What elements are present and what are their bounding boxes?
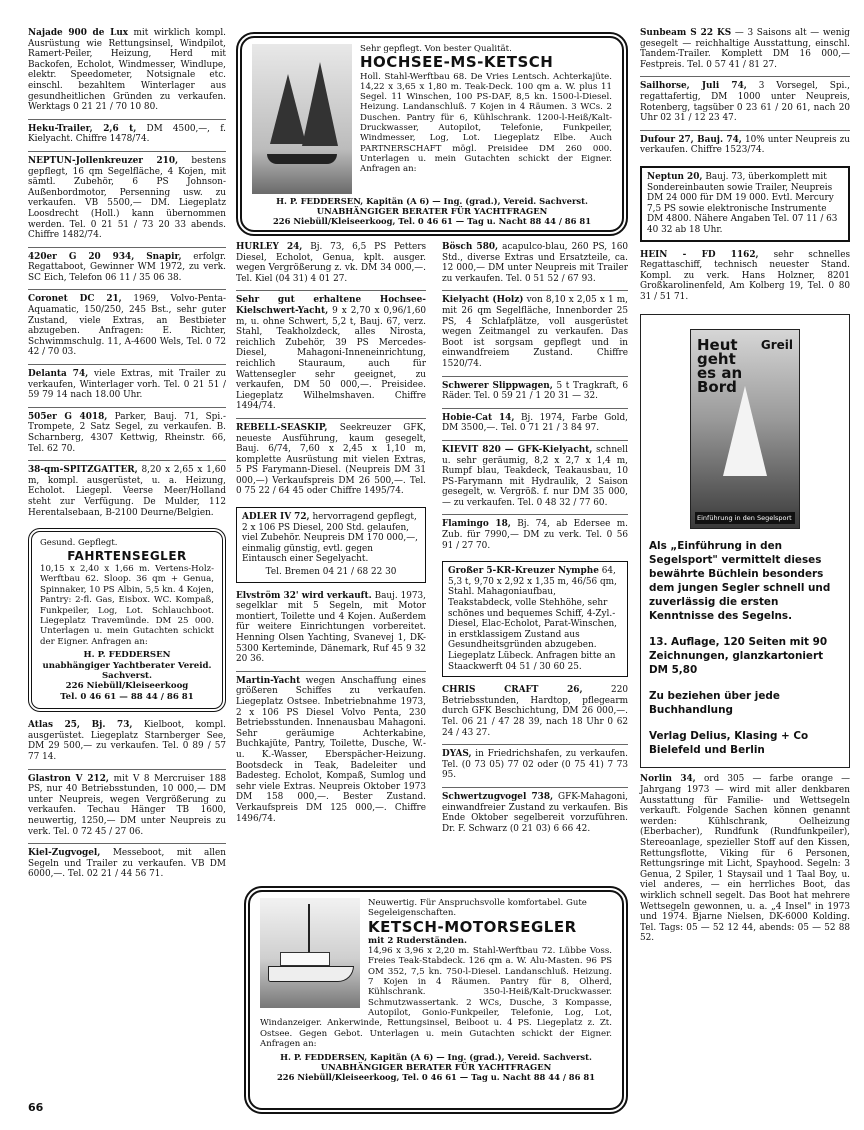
classified-ad: Schwertzugvogel 738, GFK-Mahagoni, einwandfreier Zustand zu verkaufen. Bis Ende Oktober segelbereit vorzuführen. Dr. F. Schwarz (0 21 03) 6 66 42. [442, 791, 628, 834]
classified-ad: Elvström 32' wird verkauft. Bauj. 1973, segelklar mit 5 Segeln, mit Motor montiert, Toilette und 4 Kojen. Außerdem für weitere Einrichtungen vorbereitet. Henning Olsen Yachting, Svanevej 1, DK-5300 Kerteminde, Dänemark, Ruf 45 9 32 20 36. [236, 591, 426, 672]
ad-intro: Gesund. Gepflegt. [40, 538, 118, 549]
classified-ad: Schwerer Slippwagen, 5 t Tragkraft, 6 Räder. Tel. 0 59 21 / 1 20 31 — 32. [442, 381, 628, 409]
column-middle-left [236, 242, 426, 834]
hochsee-ketsch-ad [236, 32, 628, 236]
classified-ad: Sehr gut erhaltene Hochsee-Kielschwert-Yacht, 9 x 2,70 x 0,96/1,60 m, u. ohne Schwert, 5,2 t, Bauj. 67, verz. Stahl, Teakholzdeck, alles Nirosta, reichlich Zubehör, 39 PS Mercedes-Diesel, Mahagoni-Inneneinrichtung, reichlich Stauraum, auch für Wattensegler sehr geeignet, zu verkaufen, DM 50 000,—. Preisidee. Liegeplatz Wilhelmshaven. Chiffre 1494/74. [236, 295, 426, 419]
classified-ad: CHRIS CRAFT 26, 220 Betriebsstunden, Hardtop, pflegearm durch GFK Beschichtung, DM 26 000,—. Tel. 06 21 / 47 28 39, nach 18 Uhr 0 62 24 / 43 27. [442, 685, 628, 745]
classified-ad: 505er G 4018, Parker, Bauj. 71, Spi.-Trompete, 2 Satz Segel, zu verkaufen. B. Scharnberg, 4307 Kettwig, Rheinstr. 66, Tel. 62 70. [28, 412, 226, 461]
ad-intro: Neuwertig. Für Anspruchsvolle komfortabel. Gute Segeleigenschaften. [368, 898, 587, 919]
classified-ad: Norlin 34, ord 305 — farbe orange — Jahrgang 1973 — wird mit aller denkbaren Ausstattung für Familie- und Wettsegeln verkauft. Folgende Sachen können genannt werden: Kühlschrank, Oelheizung (Eberbacher), Rundfunk (Rundfunkpeiler), Stereoanlage, spezieller Stoff auf den Kissen, Rettungsflotte, Viking für 6 Personen, Rettungsringe mit Licht, Spayhood. Segeln: 3 Genua, 2 Spiler, 1 Staysail und 1 Taal Boy, u. viel anderes, — ein herrliches Boot, das wirklich schnell segelt. Das Boot hat mehrere Wettsegeln gewonnen, u. a. „4 Insel" in 1973 und 1974. Bjarne Nielsen, DK-6000 Kolding. Tel. Tags: 05 — 52 12 44, abends: 05 — 52 88 52. [640, 774, 851, 944]
adler-ad: ADLER IV 72, hervorragend gepflegt, 2 x 106 PS Diesel, 200 Std. gelaufen, viel Zubehör. Neupreis DM 170 000,—, einmalig günstig, evtl. gegen Eintausch einer Segelyacht. Tel. Bremen 04 21 / 68 22 30 [236, 507, 426, 583]
column-middle [236, 28, 628, 1118]
classified-ad: 38-qm-SPITZGATTER, 8,20 x 2,65 x 1,60 m, kompl. ausgerüstet, u. a. Heizung, Echolot. Liegepl. Veerse Meer/Holland steht zur Verfügung. De Mulder, 112 Herentalsebaan, B-2100 Deurne/Belgien. [28, 465, 226, 518]
classified-ad: Glastron V 212, mit V 8 Mercruiser 188 PS, nur 40 Betriebsstunden, 10 000,— DM unter Neupreis, wegen Vergrößerung zu verkaufen. Techau Hänger TB 1600, neuwertig, 1250,— DM unter Neupreis zu verk. Tel. 0 72 45 / 27 06. [28, 774, 226, 845]
book-cover-brand: Greil [760, 338, 793, 353]
book-availability: Zu beziehen über jede Buchhandlung [649, 690, 780, 717]
advisor-phone: Tel. 0 46 61 — 88 44 / 86 81 [60, 691, 194, 702]
advisor-role: unabhängiger Yachtberater Vereid. Sachverst. [42, 660, 212, 682]
nymphe-ad: Großer 5-KR-Kreuzer Nymphe 64, 5,3 t, 9,70 x 2,92 x 1,35 m, 46/56 qm, Stahl. Mahagoniaufbau, Teakstabdeck, volle Stehhöhe, sehr schönes und bequemes Schiff, 4-Zyl.-Diesel, Elac-Echolot, Parat-Winschen, in erstklassigem Zustand aus Gesundheitsgründen abzugeben. Liegeplatz Lübeck. Anfragen bitte an Staackwerft 04 51 / 30 60 25. [442, 561, 628, 677]
advisor-name: H. P. FEDDERSEN, Kapitän (A 6) — Ing. (grad.), Vereid. Sachverst. [280, 1052, 592, 1063]
ketsch-photo [252, 44, 352, 194]
page-number: 66 [28, 1101, 44, 1114]
column-left [28, 28, 226, 890]
classified-ad: Kiel-Zugvogel, Messeboot, mit allen Segeln und Trailer zu verkaufen. VB DM 6000,—. Tel. 02 21 / 44 56 71. [28, 848, 226, 880]
classified-ad: Delanta 74, viele Extras, mit Trailer zu verkaufen, Winterlager vorh. Tel. 0 21 51 / 59 79 14 nach 18.00 Uhr. [28, 369, 226, 408]
ad-body: 10,15 x 2,40 x 1,66 m. Vertens-Holz-Werftbau 62. Sloop. 36 qm + Genua, Spinnaker, 10 PS Albin, 5,5 kn. 4 Kojen, Pantry: 2-fl. Gas, Eisbox. WC. Kompaß, Funkpeiler, Log, Lot. Schlauchboot. Liegeplatz Travemünde. DM 25 000. Unterlagen u. mein Gutachten schickt der Eigner. Anfragen an: [40, 563, 214, 647]
book-cover-title: Heut geht es an Bord [697, 336, 743, 397]
ad-body: Holl. Stahl-Werftbau 68. De Vries Lentsch. Achterkajüte. 14,22 x 3,65 x 1,80 m. Teak-Deck. 100 qm a. W. plus 11 Segel. 11 Winschen, 100 PS-DAF, 8,5 kn. 1500-l-Diesel. Heizung. Landanschluß. 7 Kojen in 4 Räumen. 3 WCs. 2 Duschen. Pantry für 6, Kühlschrank. 1200-l-Heiß/Kalt-Druckwasser, Autopilot, Telefonie, Funkpeiler, Windmesser, Log, Lot. Liegeplatz Elbe. Auch PARTNERSCHAFT mögl. Preisidee DM 260 000. Unterlagen u. mein Gutachten schickt der Eigner. Anfragen an: [360, 71, 612, 175]
book-description: Als „Einführung in den Segelsport" vermittelt dieses bewährte Büchlein besonders dem jungen Segler schnell und zuverlässig die ersten Kenntnisse des Segelns. [649, 540, 831, 623]
classified-ad: Hobie-Cat 14, Bj. 1974, Farbe Gold, DM 3500,—. Tel. 0 71 21 / 3 84 97. [442, 413, 628, 441]
classified-ad: 420er G 20 934, Snapir, erfolgr. Regattaboot, Gewinner WM 1972, zu verk. SC Eich, Telefon 06 11 / 35 06 38. [28, 252, 226, 291]
fahrtensegler-ad [28, 528, 226, 712]
classified-ad: HURLEY 24, Bj. 73, 6,5 PS Petters Diesel, Echolot, Genua, kplt. ausger. wegen Vergrößerung z. vk. DM 34 000,—. Tel. Kiel (04 31) 4 01 27. [236, 242, 426, 291]
classified-ad: Coronet DC 21, 1969, Volvo-Penta-Aquamatic, 150/250, 245 Bst., sehr guter Zustand, viele Extras, an Bestbieter abzugeben. Anfragen: E. Richter, Schwimmschulg. 11, A-4600 Wels, Tel. 0 72 42 / 70 03. [28, 294, 226, 365]
motorsegler-photo [260, 898, 360, 1008]
classified-ad: Martin-Yacht wegen Anschaffung eines größeren Schiffes zu verkaufen. Liegeplatz Ostsee. Inbetriebnahme 1973, 2 x 106 PS Diesel Volvo Penta, 230 Betriebsstunden. Innenausbau Mahagoni. Sehr geräumige Achterkabine, Buchkajüte, Pantry, Toilette, Dusche, W.- u. K.-Wasser, Eberspächer-Heizung. Bootsdeck in Teak, Badeleiter und Badesteg. Echolot, Kompaß, Sumlog und sehr viele Extras. Neupreis Oktober 1973 DM 158 000,—. Bester Zustand. Verkaufspreis DM 125 000,—. Chiffre 1496/74. [236, 675, 426, 824]
classified-ad: Dufour 27, Bauj. 74, 10% unter Neupreis zu verkaufen. Chiffre 1523/74. [640, 134, 851, 156]
classified-ad: Heku-Trailer, 2,6 t, DM 4500,—, f. Kielyacht. Chiffre 1478/74. [28, 124, 226, 152]
advisor-address: 226 Niebüll/Kleiseerkoog, Tel. 0 46 61 — Tag u. Nacht 88 44 / 86 81 [276, 1072, 596, 1083]
advisor-name: H. P. FEDDERSEN, Kapitän (A 6) — Ing. (grad.), Vereid. Sachverst. [276, 196, 588, 206]
classified-ad: Flamingo 18, Bj. 74, ab Edersee m. Zub. für 7990,— DM zu verk. Tel. 0 56 91 / 27 70. [442, 519, 628, 551]
adler-phone: Tel. Bremen 04 21 / 68 22 30 [265, 567, 397, 578]
book-cover-image [690, 329, 800, 529]
classified-ad: REBELL-SEASKIP, Seekreuzer GFK, neueste Ausführung, kaum gesegelt, Bauj. 6/74, 7,60 x 2,45 x 1,10 m, komplette Ausrüstung mit vielen Extras, 5 PS Farymann-Diesel. (Neupreis DM 31 000,—) Verkaufspreis DM 26 500,—. Tel. 0 75 22 / 64 45 oder Chiffre 1495/74. [236, 422, 426, 497]
classified-ad: Sunbeam S 22 KS — 3 Saisons alt — wenig gesegelt — reichhaltige Ausstattung, einschl. Tandem-Trailer. Komplett DM 16 000,— Festpreis. Tel. 0 57 41 / 81 27. [640, 28, 850, 77]
ad-subtitle: mit 2 Ruderständen. [368, 935, 468, 946]
column-right [640, 28, 850, 954]
advisor-role: UNABHÄNGIGER BERATER FÜR YACHTFRAGEN [316, 206, 548, 216]
advisor-address: 226 Niebüll/Kleiseerkoog [65, 681, 189, 692]
ad-title: KETSCH-MOTORSEGLER [368, 917, 577, 936]
classified-ad: Atlas 25, Bj. 73, Kielboot, kompl. ausgerüstet. Liegeplatz Starnberger See, DM 29 500,— zu verkaufen. Tel. 0 89 / 57 77 14. [28, 720, 226, 769]
classified-ad: HEIN - FD 1162, sehr schnelles Regattaschiff, technisch neuester Stand. Kompl. zu verk. Hans Holzner, 8201 Großkarolinenfeld, Am Kolberg 19, Tel. 0 80 31 / 51 71. [640, 249, 851, 302]
classified-ad: Kielyacht (Holz) von 8,10 x 2,05 x 1 m, mit 26 qm Segelfläche, Innenborder 25 PS, 4 Schlafplätze, voll ausgerüstet wegen Zeitmangel zu verkaufen. Das Boot ist sorgsam gepflegt und in einwandfreiem Zustand. Chiffre 1520/74. [442, 295, 628, 376]
ad-body: 14,96 x 3,96 x 2,20 m. Stahl-Werftbau 72. Lübbe Voss. Freies Teak-Stabdeck. 126 qm a. W. Alu-Masten. 96 PS OM 352, 7,5 kn. 750-l-Diesel. Landanschluß. Heizung. 7 Kojen in 4 Räumen. Pantry für 8, Olherd, Kühlschrank. 350-l-Heiß/Kalt-Druckwasser. Schmutzwassertank. 2 WCs, Dusche, 3 Kompasse, Autopilot, Gonio-Funkpeiler, Telefonie, Log, Lot, Windanzeiger. Ankerwinde, Rettungsinsel, Beiboot u. 4 PS. Liegeplatz z. Zt. Ostsee. Gegen Gebot. Unterlagen u. mein Gutachten schickt der Eigner. Anfragen an: [260, 946, 612, 1049]
advisor-name: H. P. FEDDERSEN [83, 650, 171, 661]
neptun20-ad: Neptun 20, Bauj. 73, überkomplett mit Sondereinbauten sowie Trailer, Neupreis DM 24 000 für DM 19 000. Evtl. Mercury 7,5 PS sowie elektronische Instrumente DM 4800. Nähere Angaben Tel. 07 11 / 63 40 32 ab 18 Uhr. [640, 166, 850, 242]
ad-intro: Sehr gepflegt. Von bester Qualität. [360, 44, 512, 54]
classified-ad: KIEVIT 820 — GFK-Kielyacht, schnell u. sehr geräumig, 8,2 x 2,7 x 1,4 m, Rumpf blau, Teakdeck, Teakausbau, 10 PS-Farymann mit Hydraulik, 2 Saison gesegelt, w. Vergröß. f. nur DM 35 000,— zu verkaufen. Tel. 0 48 32 / 77 60. [442, 445, 628, 516]
magazine-page [28, 28, 851, 1118]
ad-title: FAHRTENSEGLER [67, 548, 187, 563]
classified-ad: DYAS, in Friedrichshafen, zu verkaufen. Tel. (0 73 05) 77 02 oder (0 75 41) 7 73 95. [442, 749, 628, 788]
column-middle-right [442, 242, 628, 844]
ad-title: HOCHSEE-MS-KETSCH [360, 53, 554, 72]
book-advertisement [640, 314, 850, 768]
advisor-role: UNABHÄNGIGER BERATER FÜR YACHTFRAGEN [320, 1062, 552, 1073]
advisor-address: 226 Niebüll/Kleiseerkoog, Tel. 0 46 61 — Tag u. Nacht 88 44 / 86 81 [272, 216, 592, 226]
book-publisher: Verlag Delius, Klasing + Co Bielefeld und Berlin [649, 730, 809, 757]
ketsch-motorsegler-ad [244, 886, 628, 1114]
classified-ad: NEPTUN-Jollenkreuzer 210, bestens gepflegt, 16 qm Segelfläche, 4 Kojen, mit sämtl. Zubehör, 6 PS Johnson-Außenbordmotor, Persenning usw. zu verkaufen. VB 5500,— DM. Liegeplatz Loosdrecht (Holl.) kann übernommen werden. Tel. 0 21 51 / 73 20 33 abends. Chiffre 1482/74. [28, 156, 226, 248]
book-edition: 13. Auflage, 120 Seiten mit 90 Zeichnungen, glanzkartoniert DM 5,80 [649, 636, 828, 677]
classified-ad: Bösch 580, acapulco-blau, 260 PS, 160 Std., diverse Extras und Ersatzteile, ca. 12 000,— DM unter Neupreis mit Trailer zu verkaufen. Tel. 0 51 52 / 67 93. [442, 242, 628, 291]
classified-ad: Najade 900 de Lux mit wirklich kompl. Ausrüstung wie Rettungsinsel, Windpilot, Ramert-Peiler, Heizung, Herd mit Backofen, Echolot, Windmesser, Windlupe, elektr. Speedometer, Notsignale etc. einschl. bezahltem Winterlager aus gesundheitlichen Gründen zu verkaufen. Werktags 0 21 21 / 70 10 80. [28, 28, 226, 120]
book-cover-caption: Einführung in den Segelsport [695, 512, 795, 524]
classified-ad: Sailhorse, Juli 74, 3 Vorsegel, Spi., regattafertig, DM 1000 unter Neupreis, Rotenberg, tagsüber 0 23 61 / 20 61, nach 20 Uhr 02 31 / 12 23 47. [640, 81, 850, 130]
